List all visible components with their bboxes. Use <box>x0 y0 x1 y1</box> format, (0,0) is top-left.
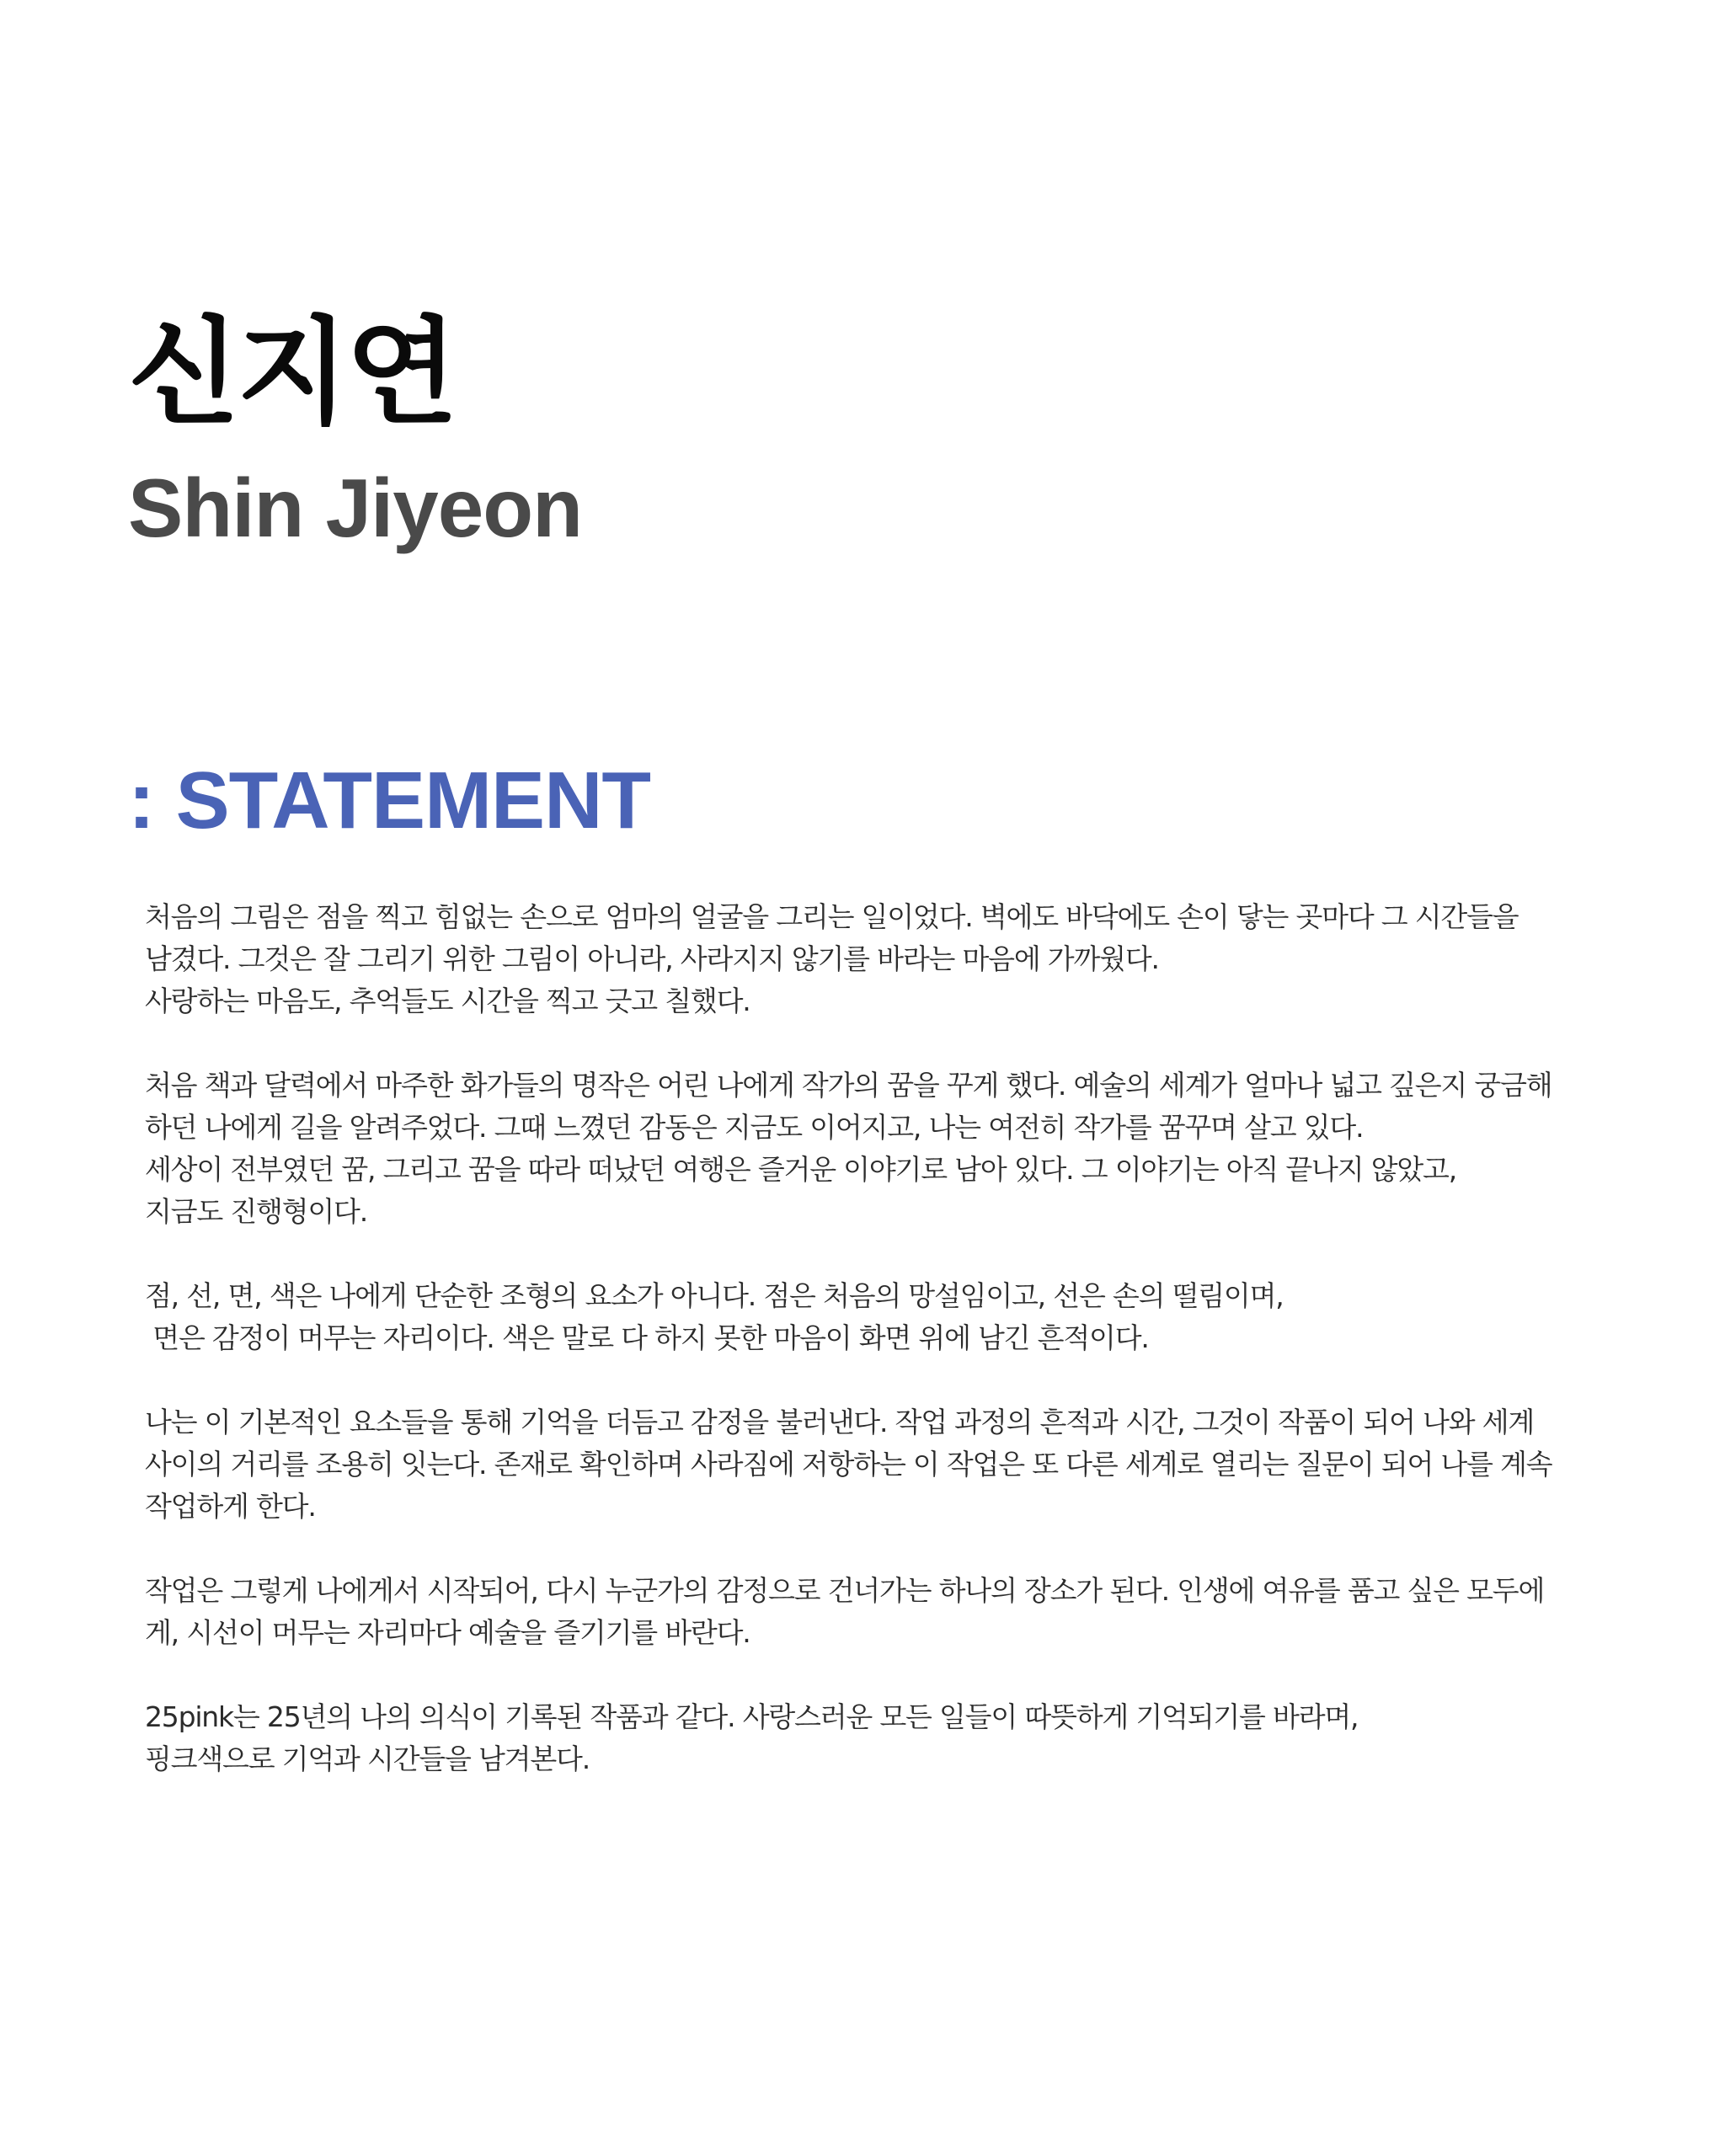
statement-line: 남겼다. 그것은 잘 그리기 위한 그림이 아니라, 사라지지 않기를 바라는 마음에 가까웠다. <box>145 942 1159 975</box>
statement-heading: : STATEMENT <box>128 755 651 846</box>
statement-paragraph <box>145 1696 1577 1780</box>
statement-line: 지금도 진행형이다. <box>145 1195 368 1228</box>
statement-line: 핑크색으로 기억과 시간들을 남겨본다. <box>145 1742 590 1775</box>
artist-name-english: Shin Jiyeon <box>128 462 583 554</box>
statement-line: 작업하게 한다. <box>145 1490 316 1523</box>
statement-paragraph <box>145 1401 1577 1528</box>
statement-line: 처음의 그림은 점을 찍고 힘없는 손으로 엄마의 얼굴을 그리는 일이었다. 벽에도 바닥에도 손이 닿는 곳마다 그 시간들을 <box>145 900 1519 933</box>
statement-paragraph <box>145 1275 1577 1359</box>
statement-line: 게, 시선이 머무는 자리마다 예술을 즐기기를 바란다. <box>145 1616 750 1649</box>
statement-line: 사이의 거리를 조용히 잇는다. 존재로 확인하며 사라짐에 저항하는 이 작업은 또 다른 세계로 열리는 질문이 되어 나를 계속 <box>145 1448 1552 1481</box>
statement-line: 점, 선, 면, 색은 나에게 단순한 조형의 요소가 아니다. 점은 처음의 망설임이고, 선은 손의 떨림이며, <box>145 1279 1284 1312</box>
statement-line: 면은 감정이 머무는 자리이다. 색은 말로 다 하지 못한 마음이 화면 위에 남긴 흔적이다. <box>145 1321 1149 1354</box>
statement-body <box>145 896 1577 1822</box>
artist-name-korean: 신지연 <box>128 305 455 440</box>
statement-paragraph <box>145 1065 1577 1233</box>
statement-line: 작업은 그렇게 나에게서 시작되어, 다시 누군가의 감정으로 건너가는 하나의 장소가 된다. 인생에 여유를 품고 싶은 모두에 <box>145 1574 1545 1607</box>
statement-paragraph <box>145 1570 1577 1654</box>
statement-line: 하던 나에게 길을 알려주었다. 그때 느꼈던 감동은 지금도 이어지고, 나는 여전히 작가를 꿈꾸며 살고 있다. <box>145 1111 1364 1144</box>
statement-paragraph <box>145 896 1577 1022</box>
statement-line: 25pink는 25년의 나의 의식이 기록된 작품과 같다. 사랑스러운 모든 일들이 따뜻하게 기억되기를 바라며, <box>145 1700 1359 1733</box>
statement-line: 세상이 전부였던 꿈, 그리고 꿈을 따라 떠났던 여행은 즐거운 이야기로 남아 있다. 그 이야기는 아직 끝나지 않았고, <box>145 1153 1457 1186</box>
statement-line: 사랑하는 마음도, 추억들도 시간을 찍고 긋고 칠했다. <box>145 985 750 1017</box>
statement-line: 나는 이 기본적인 요소들을 통해 기억을 더듬고 감정을 불러낸다. 작업 과정의 흔적과 시간, 그것이 작품이 되어 나와 세계 <box>145 1406 1535 1438</box>
statement-line: 처음 책과 달력에서 마주한 화가들의 명작은 어린 나에게 작가의 꿈을 꾸게 했다. 예술의 세계가 얼마나 넓고 깊은지 궁금해 <box>145 1069 1552 1102</box>
